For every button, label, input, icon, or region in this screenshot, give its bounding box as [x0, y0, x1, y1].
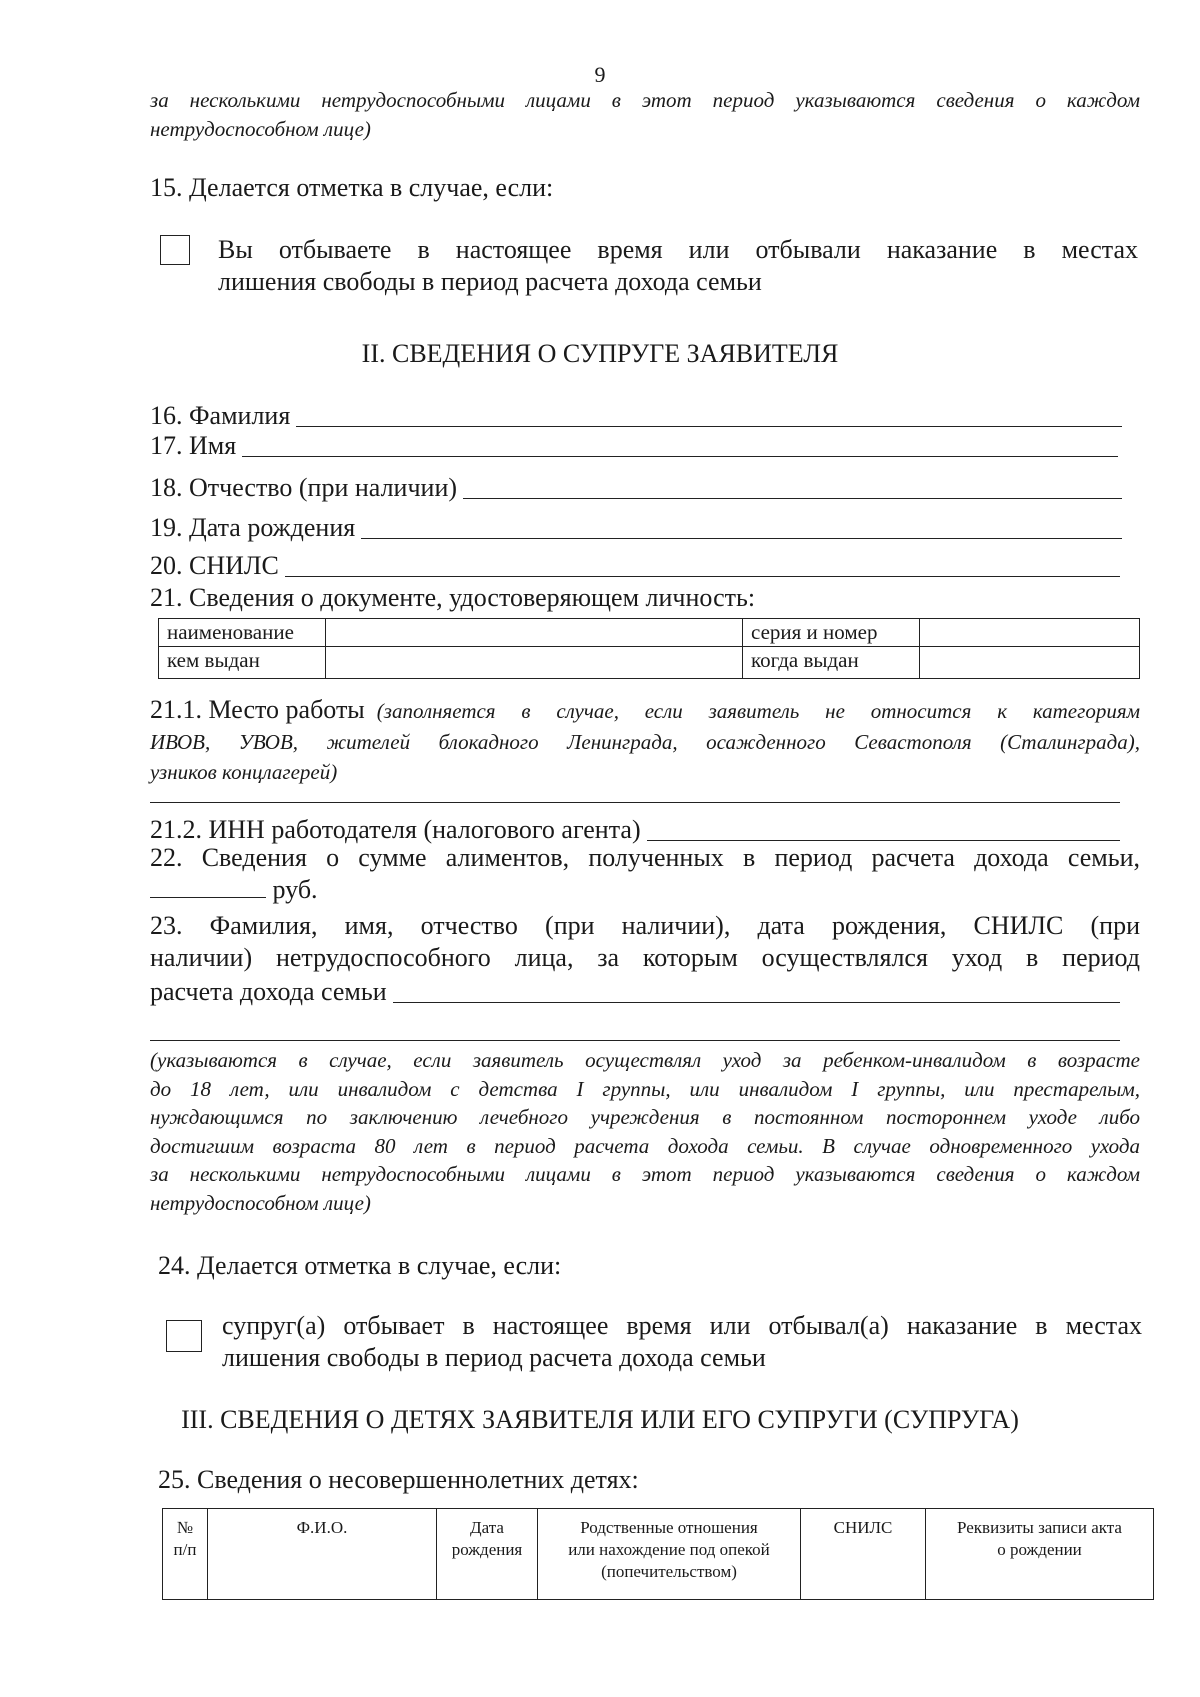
field-patronymic[interactable]: [150, 470, 1122, 504]
col-number: [163, 1509, 208, 1600]
col-snils-line1: СНИЛС: [833, 1518, 893, 1537]
item24-option-line1: супруг(а) отбывает в настоящее время или отбывал(а) наказание в местах: [222, 1311, 1142, 1340]
item22-unit: руб.: [272, 875, 318, 904]
item23-line2: наличии) нетрудоспособного лица, за которым осуществлялся уход в период: [150, 943, 1140, 972]
item21-2-label: 21.2. ИНН работодателя (налогового агента): [150, 815, 641, 844]
section2-heading: II. СВЕДЕНИЯ О СУПРУГЕ ЗАЯВИТЕЛЯ: [361, 339, 839, 368]
item15-option-line2: лишения свободы в период расчета дохода семьи: [218, 267, 762, 296]
item23-note-line6: нетрудоспособном лице): [150, 1190, 371, 1215]
item23-note-line3: нуждающимся по заключению лечебного учреждения в постоянном постороннем уходе либо: [150, 1105, 1140, 1129]
id-document-table: [158, 618, 1140, 679]
col-birth-record-line2: о рождении: [997, 1540, 1082, 1559]
item22-amount-line[interactable]: [150, 875, 266, 898]
field-birthdate-label: 19. Дата рождения: [150, 513, 356, 542]
item23-line3: расчета дохода семьи: [150, 977, 387, 1006]
col-number-line1: №: [176, 1518, 194, 1537]
page-number: 9: [594, 62, 606, 87]
field-name-line[interactable]: [242, 456, 1118, 457]
item22: [150, 842, 1140, 906]
col-birthdate: [437, 1509, 538, 1600]
item15-label: 15. Делается отметка в случае, если:: [150, 173, 554, 202]
doc-series-label: серия и номер: [743, 619, 920, 647]
field-snils[interactable]: [150, 548, 1120, 582]
doc-issuer-label: кем выдан: [159, 647, 326, 679]
top-note-line2: нетрудоспособном лице): [150, 117, 371, 141]
field-name-label: 17. Имя: [150, 431, 237, 460]
field-birthdate[interactable]: [150, 510, 1122, 544]
item21-1-answer-line[interactable]: [150, 802, 1120, 803]
col-birth-record: [926, 1509, 1154, 1600]
item25-label: 25. Сведения о несовершеннолетних детях:: [158, 1465, 639, 1494]
col-relation-line1: Родственные отношения: [580, 1518, 758, 1537]
top-note-line1: за несколькими нетрудоспособными лицами в этот период указываются сведения о каждом: [150, 88, 1140, 112]
item22-line1: 22. Сведения о сумме алиментов, полученных в период расчета дохода семьи,: [150, 843, 1140, 872]
item21-1-note-line3: узников концлагерей): [150, 760, 338, 784]
item24-checkbox[interactable]: [166, 1320, 202, 1352]
item21-2[interactable]: [150, 812, 1120, 846]
item23-note: [150, 1046, 1140, 1217]
item21-1-note-part1: (заполняется в случае, если заявитель не относится к категориям: [376, 699, 1140, 723]
item23-note-line4: достигшим возраста 80 лет в период расчета дохода семьи. В случае одновременного ухода: [150, 1133, 1140, 1158]
col-relation-line3: (попечительством): [601, 1562, 737, 1581]
doc-date-input[interactable]: [920, 647, 1140, 679]
col-relation: [538, 1509, 801, 1600]
top-note: [150, 86, 1140, 144]
col-relation-line2: или нахождение под опекой: [568, 1540, 770, 1559]
field-birthdate-line[interactable]: [361, 538, 1122, 539]
col-fio-line1: Ф.И.О.: [296, 1518, 348, 1537]
item24-option-line2: лишения свободы в период расчета дохода семьи: [222, 1343, 766, 1372]
item21-label: 21. Сведения о документе, удостоверяющем личность:: [150, 583, 756, 612]
field-surname-label: 16. Фамилия: [150, 401, 291, 430]
field-name[interactable]: [150, 428, 1118, 462]
col-fio: [208, 1509, 437, 1600]
field-snils-line[interactable]: [285, 576, 1120, 577]
field-patronymic-label: 18. Отчество (при наличии): [150, 473, 458, 502]
item23-field[interactable]: [150, 974, 1120, 1008]
field-surname-line[interactable]: [296, 426, 1122, 427]
item21-2-line[interactable]: [647, 840, 1120, 841]
field-surname[interactable]: [150, 398, 1122, 432]
table-row: [159, 647, 1140, 679]
item24-option: [222, 1310, 1142, 1374]
table-row: [163, 1509, 1154, 1600]
item23: [150, 910, 1140, 974]
item23-line1: 23. Фамилия, имя, отчество (при наличии), дата рождения, СНИЛС (при: [150, 911, 1140, 940]
item24-label: 24. Делается отметка в случае, если:: [158, 1251, 562, 1280]
item21-1-note-line2: ИВОВ, УВОВ, жителей блокадного Ленинграда, осажденного Севастополя (Сталинграда),: [150, 730, 1140, 754]
col-birth-record-line1: Реквизиты записи акта: [957, 1518, 1122, 1537]
field-patronymic-line[interactable]: [463, 498, 1122, 499]
item23-note-line1: (указываются в случае, если заявитель осуществлял уход за ребенком-инвалидом в возрасте: [150, 1048, 1140, 1072]
col-birthdate-line2: рождения: [451, 1540, 523, 1559]
doc-name-label: наименование: [159, 619, 326, 647]
doc-series-input[interactable]: [920, 619, 1140, 647]
item23-note-line5: за несколькими нетрудоспособными лицами в этот период указываются сведения о каждом: [150, 1162, 1140, 1186]
col-number-line2: п/п: [173, 1540, 197, 1559]
doc-issuer-input[interactable]: [326, 647, 743, 679]
field-snils-label: 20. СНИЛС: [150, 551, 279, 580]
children-table: [162, 1508, 1154, 1600]
col-birthdate-line1: Дата: [470, 1518, 504, 1537]
item15-checkbox[interactable]: [160, 235, 190, 265]
doc-date-label: когда выдан: [743, 647, 920, 679]
doc-name-input[interactable]: [326, 619, 743, 647]
item21-1-label: 21.1. Место работы: [150, 695, 365, 724]
item15-option-line1: Вы отбываете в настоящее время или отбывали наказание в местах: [218, 235, 1138, 264]
table-row: [159, 619, 1140, 647]
item23-answer-line2[interactable]: [150, 1040, 1120, 1041]
section3-heading: III. СВЕДЕНИЯ О ДЕТЯХ ЗАЯВИТЕЛЯ ИЛИ ЕГО СУПРУГИ (СУПРУГА): [181, 1405, 1019, 1434]
item15-option: [218, 234, 1138, 298]
item23-note-line2: до 18 лет, или инвалидом с детства I группы, или инвалидом I группы, или престарелым,: [150, 1076, 1140, 1101]
item21-1: [150, 694, 1140, 787]
item23-answer-line[interactable]: [393, 1002, 1120, 1003]
col-snils: [801, 1509, 926, 1600]
